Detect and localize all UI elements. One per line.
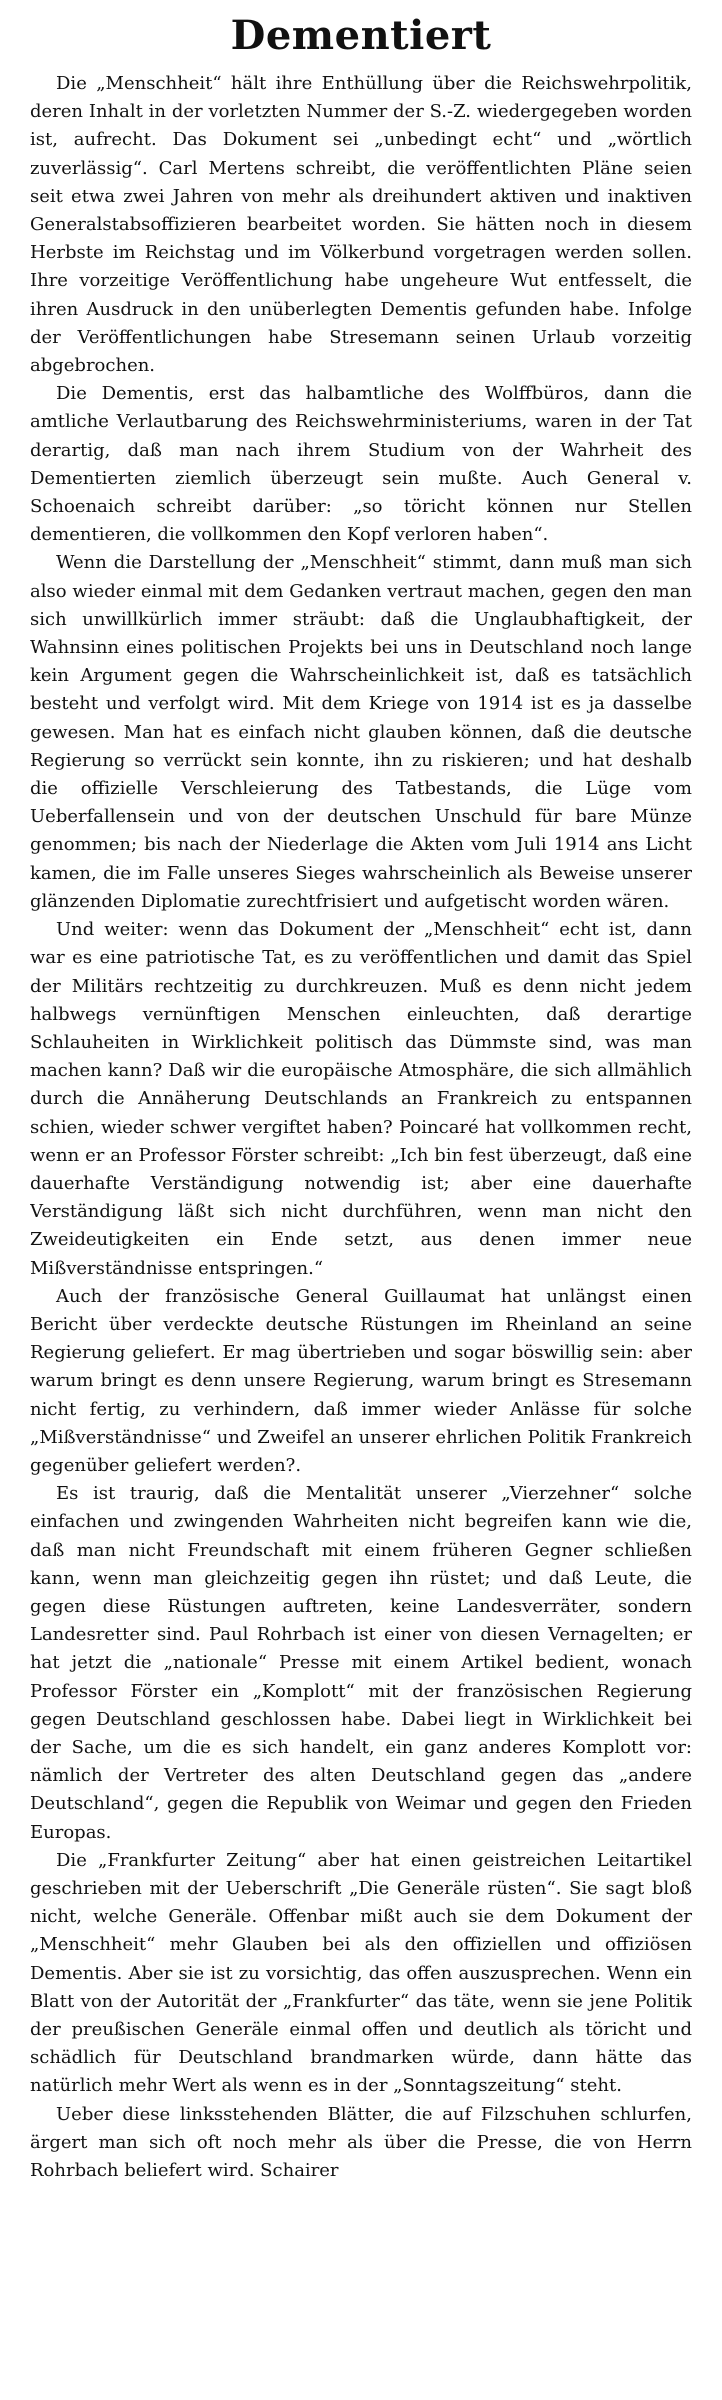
article-paragraph-4: Und weiter: wenn das Dokument der „Menschheit“ echt ist, dann war es eine patriotische Tat, es zu veröffentlichen und damit das Spiel der Militärs rechtzeitig zu durchkreuzen. Muß es denn nicht jedem halbwegs vernünftigen Menschen einleuchten, daß derartige Schlauheiten in Wirklichkeit politisch das Dümmste sind, was man machen kann? Daß wir die europäische Atmosphäre, die sich allmählich durch die Annäherung Deutschlands an Frankreich zu entspannen schien, wieder schwer vergiftet haben? Poincaré hat vollkommen recht, wenn er an Professor Förster schreibt: „Ich bin fest überzeugt, daß eine dauerhafte Verständigung notwendig ist; aber eine dauerhafte Verständigung läßt sich nicht durchführen, wenn man nicht den Zweideutigkeiten ein Ende setzt, aus denen immer neue Mißverständnisse entspringen.“	[30, 919, 692, 1279]
article-paragraph-6: Es ist traurig, daß die Mentalität unserer „Vierzehner“ solche einfachen und zwingenden Wahrheiten nicht begreifen kann wie die, daß man nicht Freundschaft mit einem früheren Gegner schließen kann, wenn man gleichzeitig gegen ihn rüstet; und daß Leute, die gegen diese Rüstungen auftreten, keine Landesverräter, sondern Landesretter sind. Paul Rohrbach ist einer von diesen Vernagelten; er hat jetzt die „nationale“ Presse mit einem Artikel bedient, wonach Professor Förster ein „Komplott“ mit der französischen Regierung gegen Deutschland geschlossen habe. Dabei liegt in Wirklichkeit bei der Sache, um die es sich handelt, ein ganz anderes Komplott vor: nämlich der Vertreter des alten Deutschland gegen das „andere Deutschland“, gegen die Republik von Weimar und gegen den Frieden Europas.	[30, 1483, 692, 1843]
article-paragraph-3: Wenn die Darstellung der „Menschheit“ stimmt, dann muß man sich also wieder einmal mit dem Gedanken vertraut machen, gegen den man sich unwillkürlich immer sträubt: daß die Unglaubhaftigkeit, der Wahnsinn eines politischen Projekts bei uns in Deutschland noch lange kein Argument gegen die Wahrscheinlichkeit ist, daß es tatsächlich besteht und verfolgt wird. Mit dem Kriege von 1914 ist es ja dasselbe gewesen. Man hat es einfach nicht glauben können, daß die deutsche Regierung so verrückt sein konnte, ihn zu riskieren; und hat deshalb die offizielle Verschleierung des Tatbestands, die Lüge vom Ueberfallensein und von der deutschen Unschuld für bare Münze genommen; bis nach der Niederlage die Akten vom Juli 1914 ans Licht kamen, die im Falle unseres Sieges wahrscheinlich als Beweise unserer glänzenden Diplomatie zurechtfrisiert und aufgetischt worden wären.	[30, 552, 692, 912]
article-paragraph-7: Die „Frankfurter Zeitung“ aber hat einen geistreichen Leitartikel geschrieben mit der Ueberschrift „Die Generäle rüsten“. Sie sagt bloß nicht, welche Generäle. Offenbar mißt auch sie dem Dokument der „Menschheit“ mehr Glauben bei als den offiziellen und offiziösen Dementis. Aber sie ist zu vorsichtig, das offen auszusprechen. Wenn ein Blatt von der Autorität der „Frankfurter“ das täte, wenn sie jene Politik der preußischen Generäle einmal offen und deutlich als töricht und schädlich für Deutschland brandmarken würde, dann hätte das natürlich mehr Wert als wenn es in der „Sonntagszeitung“ steht.	[30, 1849, 692, 2097]
article-paragraph-8: Ueber diese linksstehenden Blätter, die auf Filzschuhen schlurfen, ärgert man sich oft noch mehr als über die Presse, die von Herrn Rohrbach beliefert wird. Schairer	[30, 2103, 692, 2182]
article	[30, 8, 692, 2392]
article-paragraph-2: Die Dementis, erst das halbamtliche des Wolffbüros, dann die amtliche Verlautbarung des Reichswehrministeriums, waren in der Tat derartig, daß man nach ihrem Studium von der Wahrheit des Dementierten ziemlich überzeugt sein mußte. Auch General v. Schoenaich schreibt darüber: „so töricht können nur Stellen dementieren, die vollkommen den Kopf verloren haben“.	[30, 383, 692, 546]
article-headline: Dementiert	[230, 12, 492, 59]
article-paragraph-1: Die „Menschheit“ hält ihre Enthüllung über die Reichswehrpolitik, deren Inhalt in der vorletzten Nummer der S.-Z. wiedergegeben worden ist, aufrecht. Das Dokument sei „unbedingt echt“ und „wörtlich zuverlässig“. Carl Mertens schreibt, die veröffentlichten Pläne seien seit etwa zwei Jahren von mehr als dreihundert aktiven und inaktiven Generalstabsoffizieren bearbeitet worden. Sie hätten noch in diesem Herbste im Reichstag und im Völkerbund vorgetragen werden sollen. Ihre vorzeitige Veröffentlichung habe ungeheure Wut entfesselt, die ihren Ausdruck in den unüberlegten Dementis gefunden habe. Infolge der Veröffentlichungen habe Stresemann seinen Urlaub vorzeitig abgebrochen.	[30, 73, 692, 377]
article-paragraph-5: Auch der französische General Guillaumat hat unlängst einen Bericht über verdeckte deutsche Rüstungen im Rheinland an seine Regierung geliefert. Er mag übertrieben und sogar böswillig sein: aber warum bringt es denn unsere Regierung, warum bringt es Stresemann nicht fertig, zu verhindern, daß immer wieder Anlässe für solche „Mißverständnisse“ und Zweifel an unserer ehrlichen Politik Frankreich gegenüber geliefert werden?.	[30, 1285, 692, 1476]
